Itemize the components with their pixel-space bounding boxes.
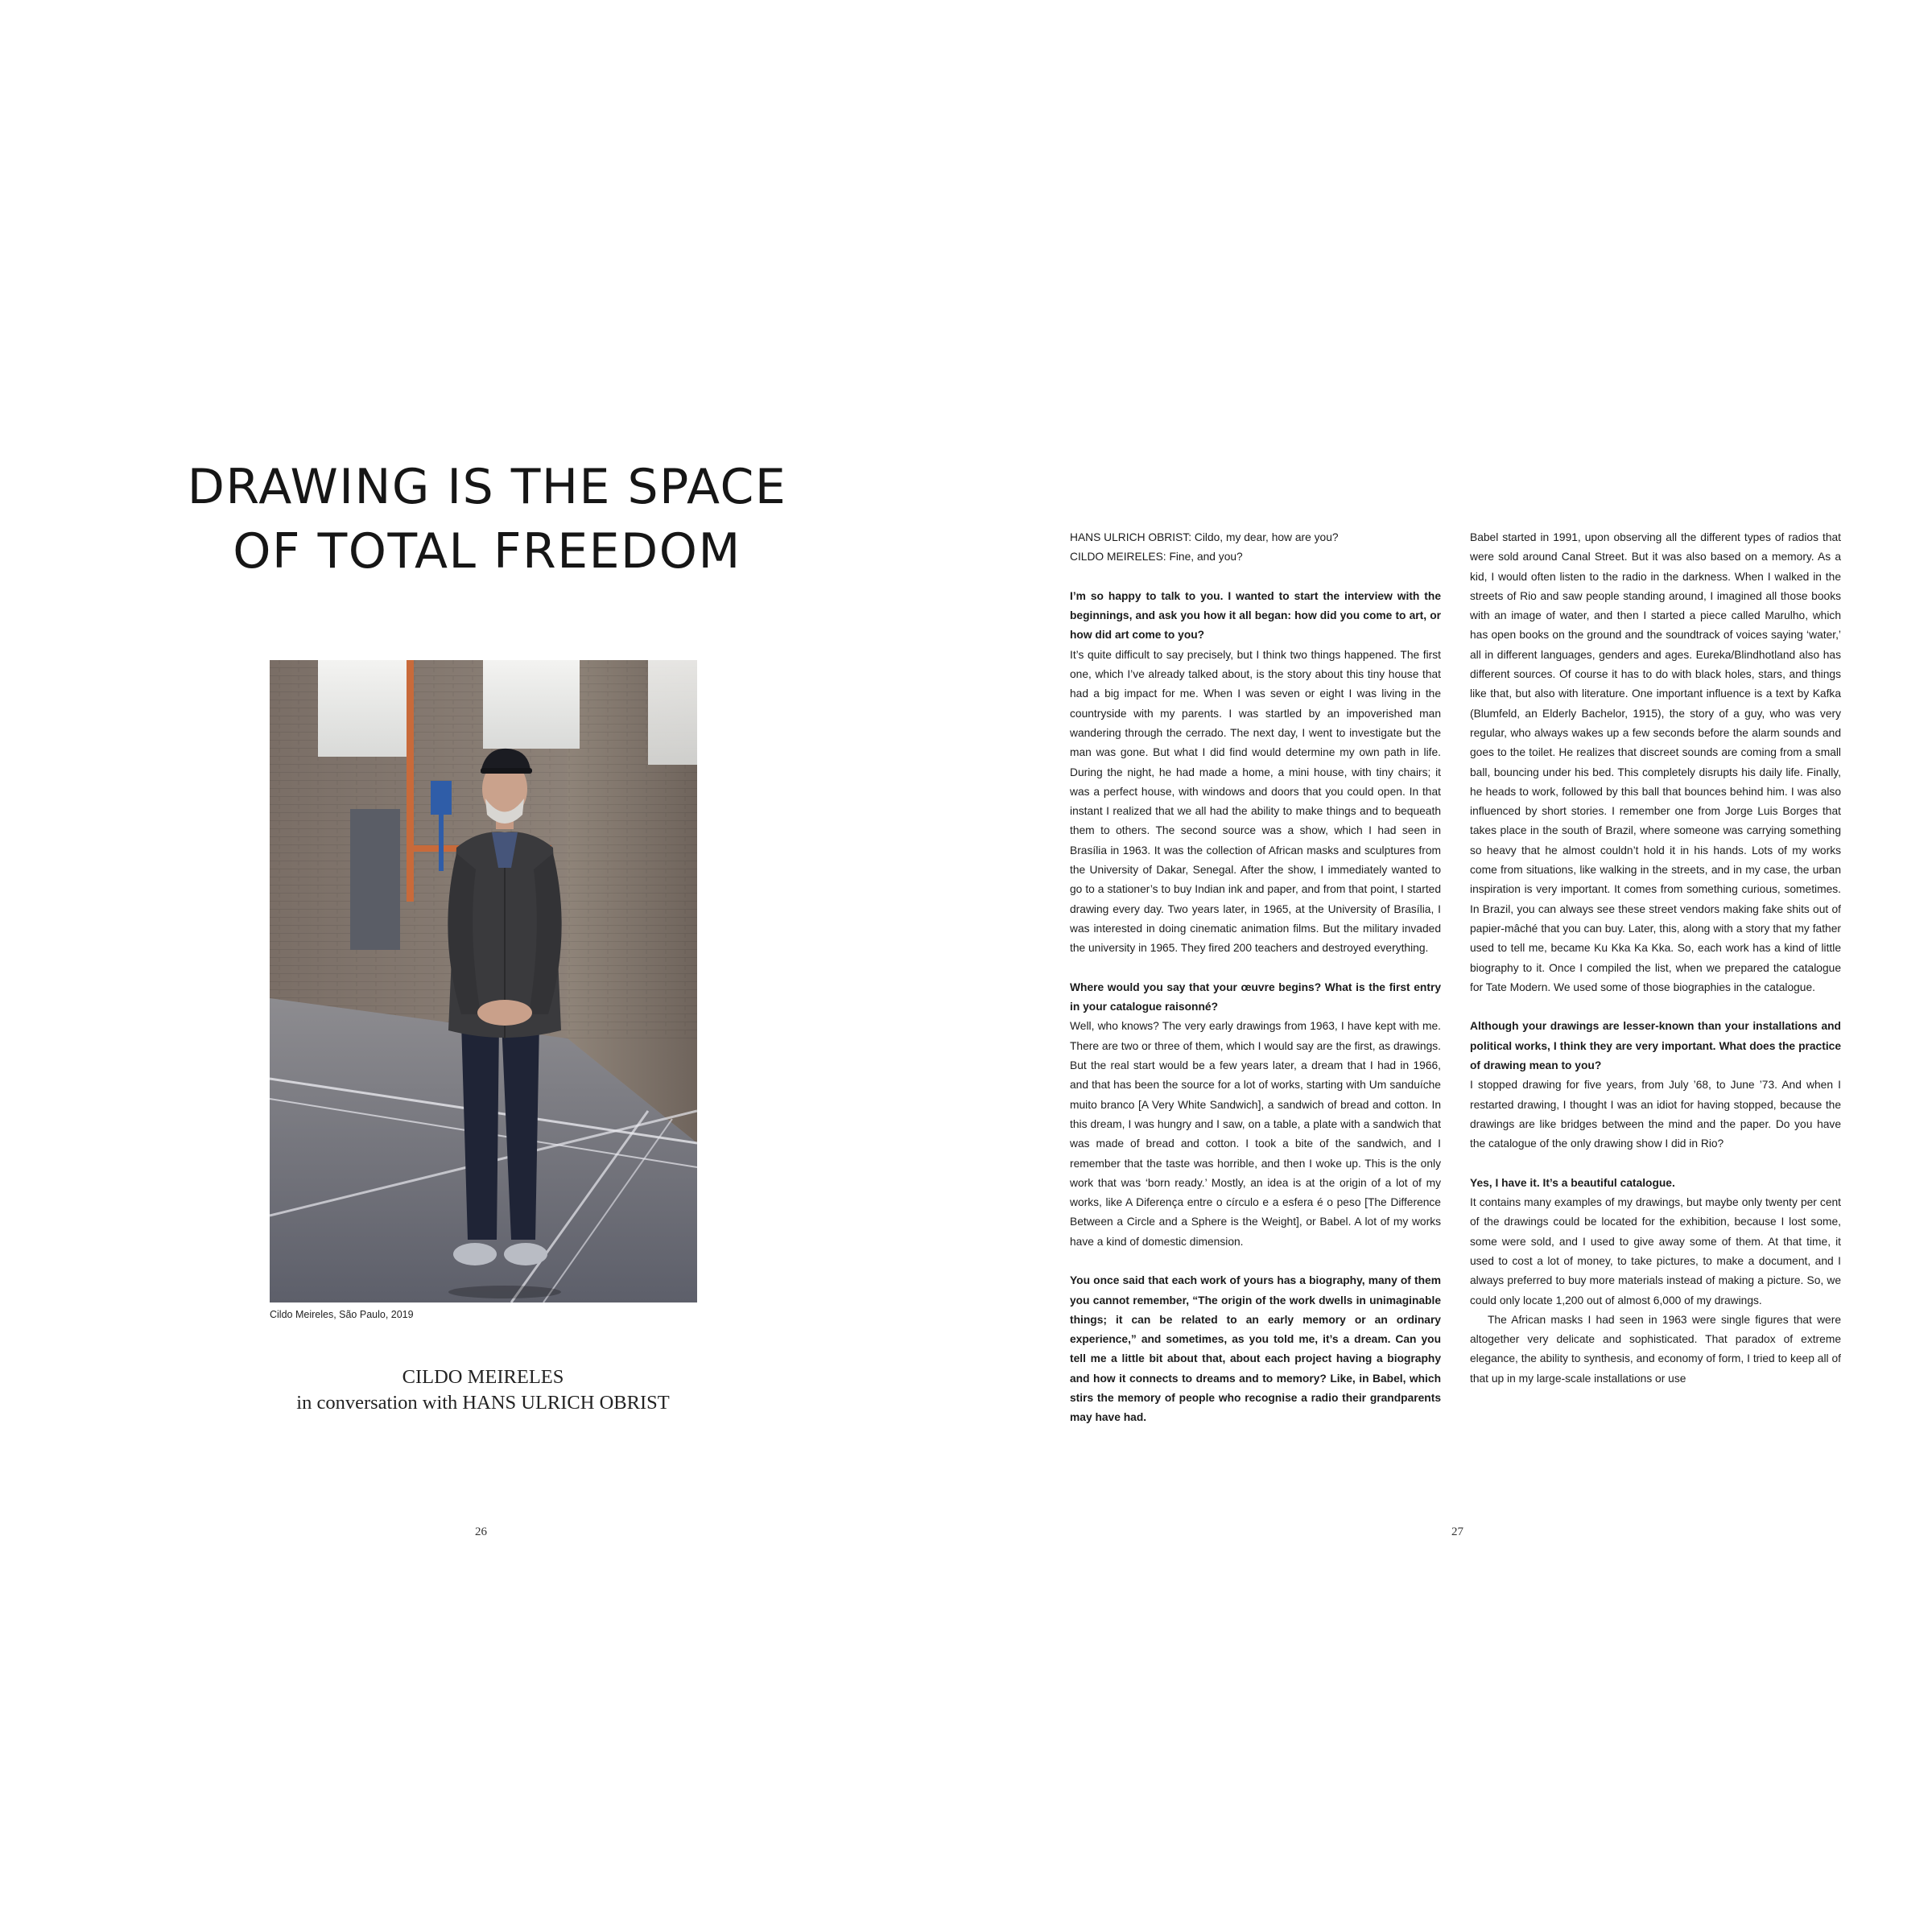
byline-rest: in conversation with HANS ULRICH OBRIST — [296, 1392, 670, 1414]
answer-paragraph: I stopped drawing for five years, from July ’68, to June ’73. And when I restarted drawing, I thought I was an idiot for having stopped, because the drawings are like bridges between the mind and the paper. Do you have the catalogue of the only drawing show I did in Rio? — [1470, 1079, 1841, 1150]
page-number-left: 26 — [475, 1525, 487, 1538]
text-column-1 — [1070, 528, 1441, 1428]
answer-paragraph: The African masks I had seen in 1963 were single figures that were altogether very delicate and sophisticated. That paradox of extreme elegance, the ability to synthesis, and economy of form, I tried to keep all of that up in my large-scale installations or use — [1470, 1313, 1841, 1385]
question-paragraph: You once said that each work of yours has a biography, many of them you cannot remember, “The origin of the work dwells in unimaginable things; it can be related to an early memory or an ordinary experience,” and sometimes, as you told me, it’s a dream. Can you tell me a little bit about that, about each project having a biography and how it connects to dreams and to memory? Like, in Babel, which stirs the memory of people who recognise a radio their grandparents may have had. — [1070, 1274, 1441, 1424]
portrait-photo — [270, 660, 697, 1302]
answer-paragraph: It contains many examples of my drawings, but maybe only twenty per cent of the drawings could be located for the exhibition, because I lost some, some were sold, and I used to give away some of them. At that time, it used to cost a lot of money, to take pictures, to make a document, and I always preferred to buy more materials instead of making a picture. So, we could only locate 1,200 out of almost 6,000 of my drawings. — [1470, 1196, 1841, 1307]
text-column-2 — [1470, 528, 1841, 1389]
article-title — [113, 455, 861, 584]
question-paragraph: Although your drawings are lesser-known than your installations and political works, I think they are very important. What does the practice of drawing mean to you? — [1470, 1020, 1841, 1072]
page-number-right: 27 — [1451, 1525, 1463, 1538]
dialogue-line-meireles: CILDO MEIRELES: Fine, and you? — [1070, 551, 1243, 564]
byline — [242, 1364, 724, 1416]
answer-paragraph: Well, who knows? The very early drawings from 1963, I have kept with me. There are two or three of them, which I would say are the first, as drawings. But the real start would be a few years later, a dream that I had in 1966, and that has been the source for a lot of works, starting with Um sanduíche muito branco [A Very White Sandwich], a sandwich of bread and cotton. In this dream, I was hungry and I saw, on a table, a plate with a sandwich that was made of bread and cotton. I took a bite of the sandwich, and I remember that the taste was horrible, and then I woke up. This is the only work that was ‘born ready.’ Mostly, an idea is at the origin of a lot of my works, like A Diferença entre o círculo e a esfera é o peso [The Difference Between a Circle and a Sphere is the Weight], or Babel. A lot of my works have a kind of domestic dimension. — [1070, 1020, 1441, 1248]
title-line-2: OF TOTAL FREEDOM — [233, 523, 741, 580]
dialogue-line-obrist: HANS ULRICH OBRIST: Cildo, my dear, how are you? — [1070, 531, 1339, 543]
photo-caption: Cildo Meireles, São Paulo, 2019 — [270, 1309, 414, 1320]
answer-paragraph: It’s quite difficult to say precisely, but I think two things happened. The first one, which I’ve already talked about, is the story about this tiny house that had a big impact for me. When I was seven or eight I was living in the countryside with my parents. I was startled by an impoverished man wandering through the cerrado. The next day, I went to investigate but the man was gone. But what I did find would determine my own path in life. During the night, he had made a home, a mini house, with tiny chairs; it was a perfect house, with windows and doors that you could open. In that instant I realized that we all had the ability to make things and to bequeath them to others. The second source was a show, which I had seen in Brasília in 1963. It was the collection of African masks and sculptures from the University of Dakar, Senegal. After the show, I immediately wanted to go to a stationer’s to buy Indian ink and paper, and from that point, I started drawing every day. Two years later, in 1965, at the University of Brasília, I was interested in doing cinematic animation films. But the military invaded the university in 1965. They fired 200 teachers and destroyed everything. — [1070, 648, 1441, 955]
question-paragraph: Yes, I have it. It’s a beautiful catalogue. — [1470, 1176, 1675, 1189]
question-paragraph: Where would you say that your œuvre begins? What is the first entry in your catalogue raisonné? — [1070, 980, 1441, 1013]
title-line-1: DRAWING IS THE SPACE — [187, 459, 787, 515]
answer-paragraph: Babel started in 1991, upon observing all the different types of radios that were sold around Canal Street. But it was also based on a memory. As a kid, I would often listen to the radio in the darkness. When I walked in the streets of Rio and saw people standing around, I imagined all those books with an image of water, and then I started a piece called Marulho, which has open books on the ground and the soundtrack of voices saying ‘water,’ all in different languages, genders and ages. Eureka/Blindhotland also has different sources. Of course it has to do with black holes, stars, and things like that, but also with literature. One important influence is a text by Kafka (Blumfeld, an Elderly Bachelor, 1915), the story of a guy, who was very regular, who always wakes up a few seconds before the alarm sounds and goes to the toilet. He realizes that discreet sounds are coming from a small ball, bouncing under his bed. This completely disrupts his daily life. Finally, he heads to work, followed by this ball that bounces behind him. I was also influenced by short stories. I remember one from Jorge Luis Borges that takes place in the south of Brazil, where someone was carrying something so heavy that he almost couldn’t hold it in his hands. Lots of my works come from situations, like walking in the streets, and in my case, the urban inspiration is very important. It comes from something curious, sometimes. In Brazil, you can always see these street vendors making fake shits out of papier-mâché that you can buy. Later, this, along with a story that my father used to tell me, became Ku Kka Ka Kka. So, each work has a kind of little biography to it. Once I compiled the list, when we prepared the catalogue for Tate Modern. We used some of those biographies in the catalogue. — [1470, 531, 1841, 993]
question-paragraph: I’m so happy to talk to you. I wanted to start the interview with the beginnings, and ask you how it all began: how did you come to art, or how did art come to you? — [1070, 589, 1441, 642]
byline-name: CILDO MEIRELES — [402, 1366, 564, 1388]
